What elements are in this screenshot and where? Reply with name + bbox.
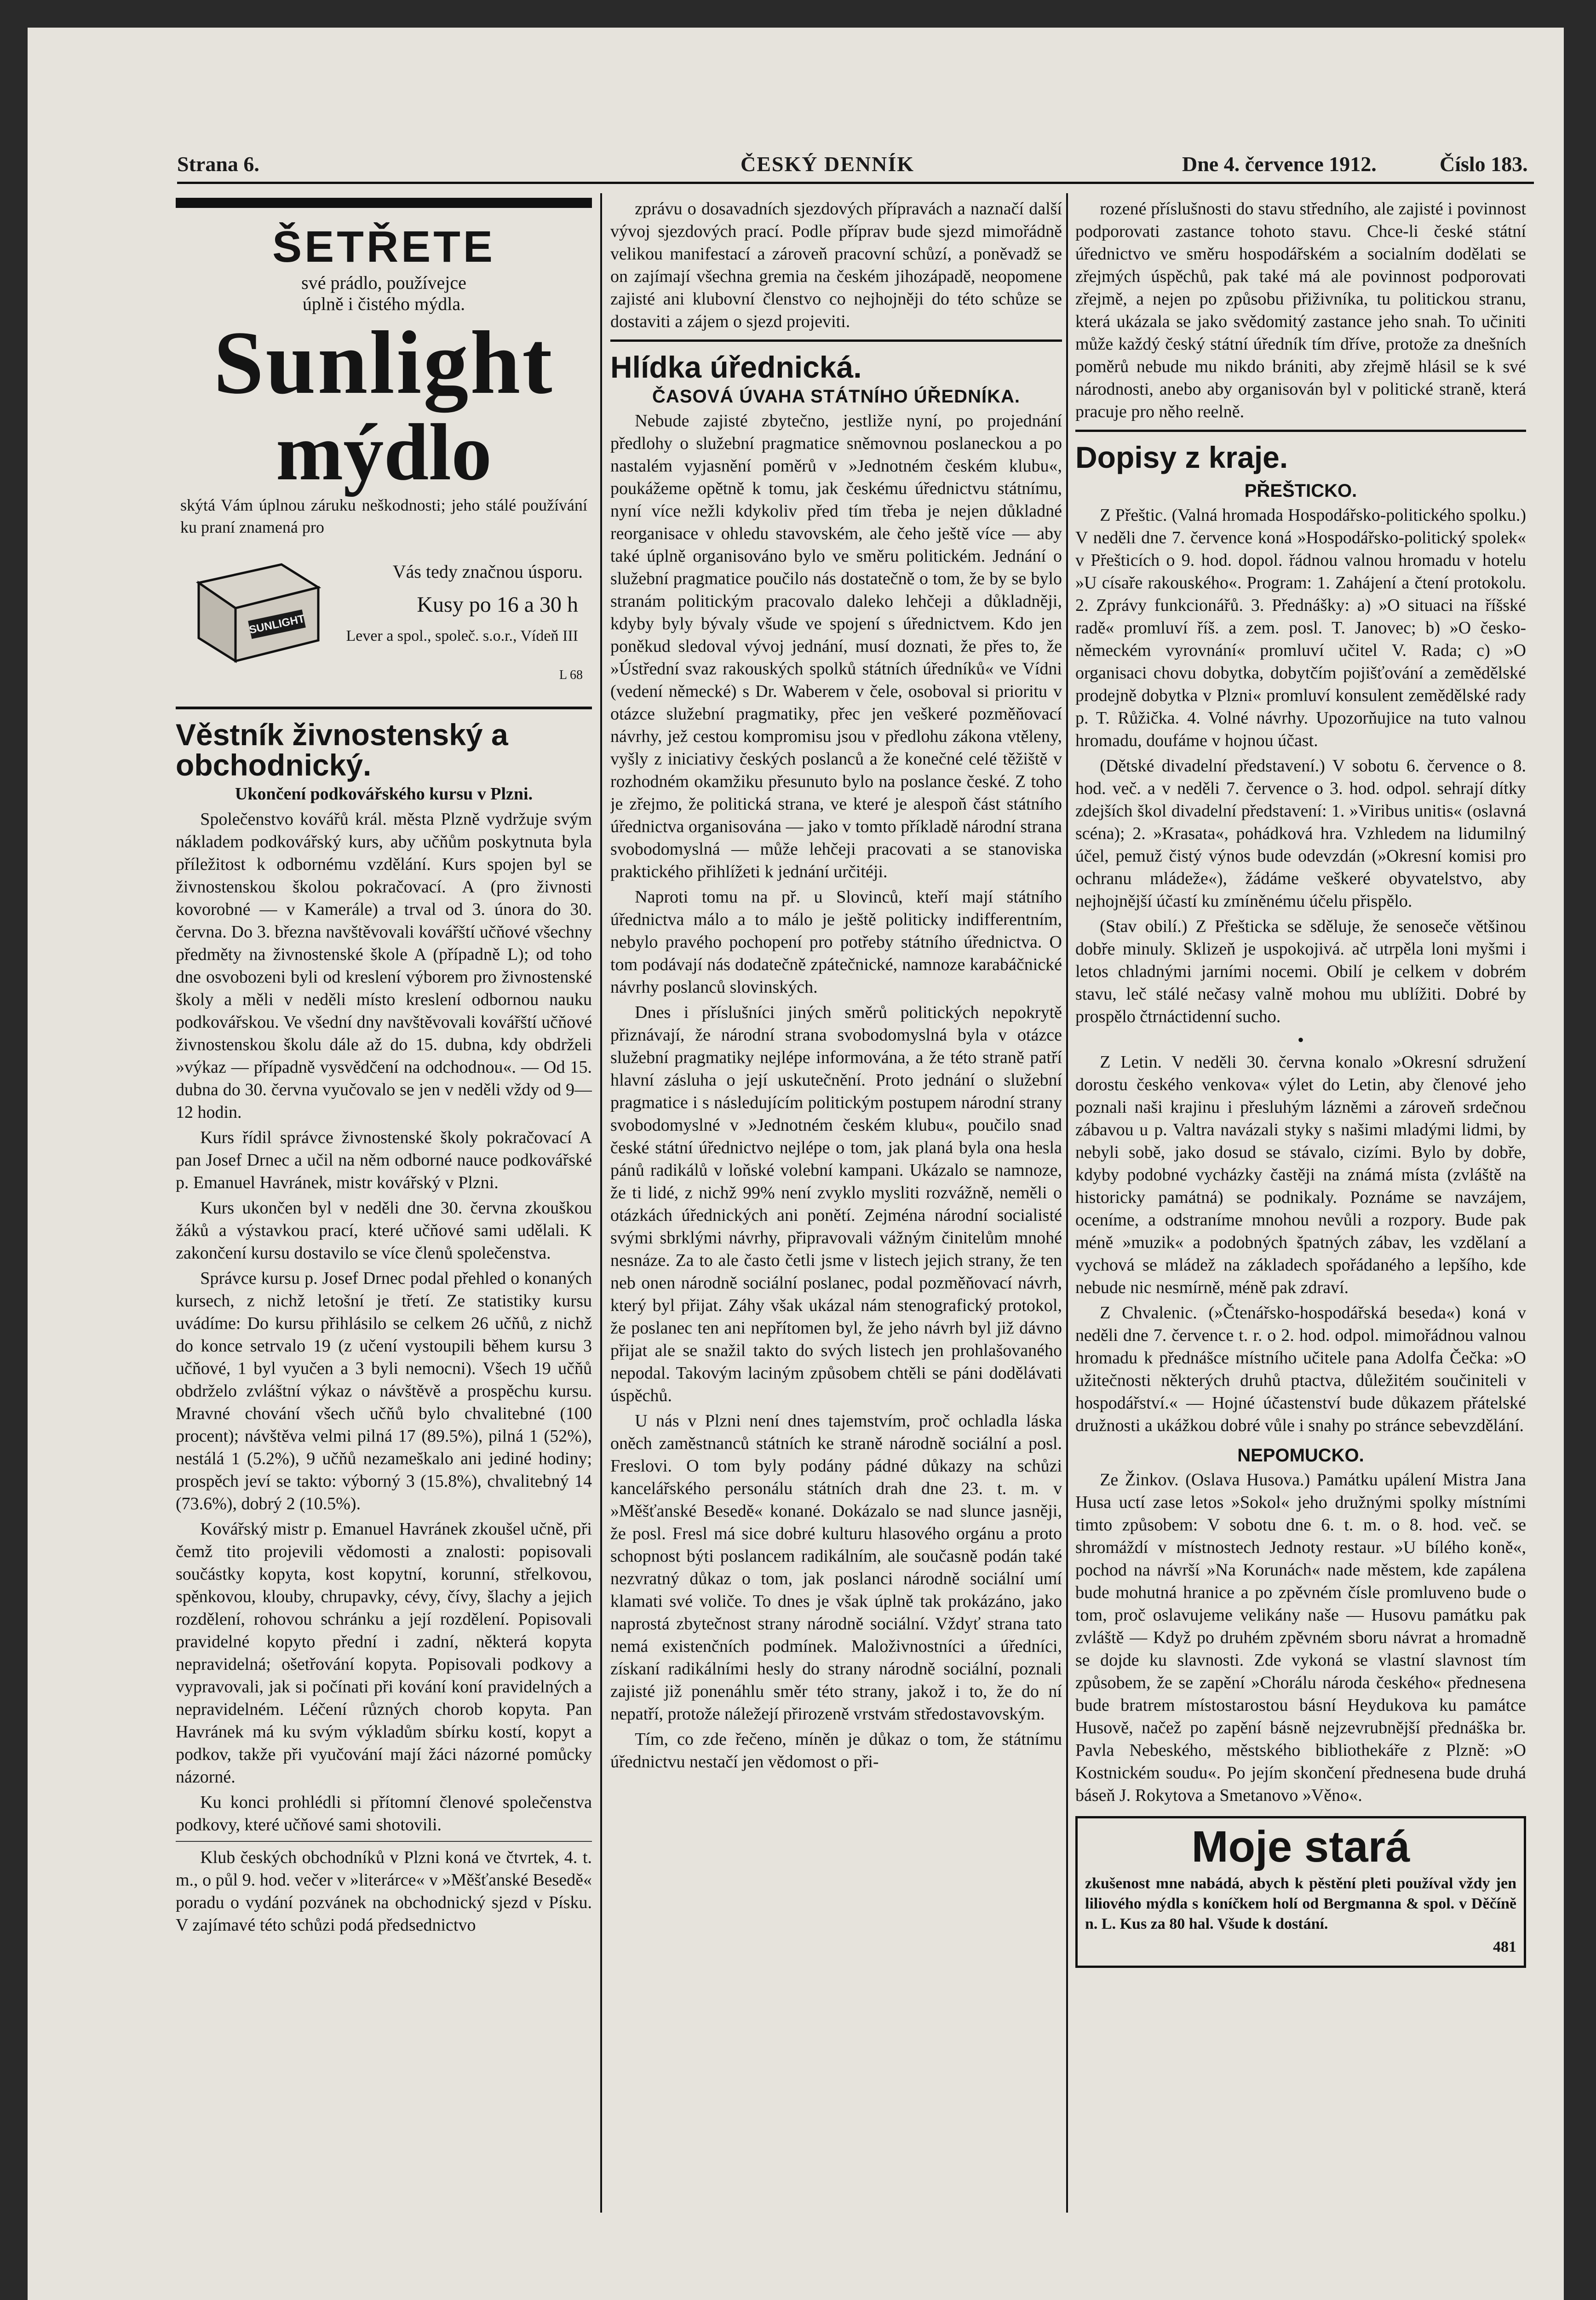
section-rule (610, 339, 1062, 342)
section-heading: Dopisy z kraje. (1075, 440, 1288, 474)
paragraph: Ku konci prohlédli si přítomní členové společenstva podkovy, které učňové sami shotovili. (176, 1793, 592, 1834)
paragraph: Kurs ukončen byl v neděli dne 30. června zkouškou žáků a výstavkou prací, které učňové sami udělali. K zakončení kursu dostavilo se více členů společenstva. (176, 1198, 592, 1263)
paragraph: (Stav obilí.) Z Přešticka se sděluje, že senoseče většinou dobře minuly. Sklizeň je uspokojivá. ač utrpěla loni myšmi i letos chladnými jarními nocemi. Obilí je celkem v dobrém stavu, leč stálé nečasy valně mohou mu ublížiti. Dobré by prospělo čtrnáctidenní sucho. (1075, 917, 1526, 1026)
ad-subline-1: své prádlo, používejce (301, 272, 466, 293)
paragraph: Klub českých obchodníků v Plzni koná ve čtvrtek, 4. t. m., o půl 9. hod. večer v »literárce« v »Měšťanské Besedě« poradu o vydání pozvánek na obchodnický sjezd v Písku. V zajímavé této schůzi podá předsednictvo (176, 1848, 592, 1935)
paragraph: Tím, co zde řečeno, míněn je důkaz o tom, že státnímu úřednictvu nestačí jen vědomost o při- (610, 1730, 1062, 1771)
paragraph: Nebude zajisté zbytečno, jestliže nyní, po projednání předlohy o služební pragmatice sněmovnou poslaneckou a po nastalém vyjasnění poměrů v »Jednotném českém klubu«, poukážeme opětně k tomu, jak českému úřednictvu státnímu, nyní více nežli kdykoliv před tím třeba je nejen důkladné reorganisace v ohledu stavovském, ale čeho ještě více — aby také úplně organisováno bylo ve směru politickém. Jednání o služební pragmatice poučilo nás dostatečně o tom, že by se bylo stranám politickým pracovalo daleko lehčeji a důkladněji, kdyby byly bývaly všude ve spojení s úřednictvem. Kdo jen poněkud sledoval vývoj jednání, musí doznati, že přes to, že »Ústřední svaz rakouských spolků státních úředníků« ve Vídni (vedení německé) s Dr. Waberem v čele, osoboval si prioritu v otázce služební pragmatiky, přec jen veškeré pozměňovací návrhy, jež cestou kompromisu jsou v předlohu zákona vtěleny, vyšly z iniciativy českých poslanců a že konečné celé těžiště v rozhodném okamžiku přesunuto bylo na poslance české. Z toho je zřejmo, že politická strana, ve které je alespoň část státního úřednictva organisována — jako v tomto příkladě národní strana svobodomyslná — může lehčeji pracovati a se stanoviska praktického přihlížeti k jednání určitéji. (610, 411, 1062, 881)
separator-dot: • (1297, 1029, 1304, 1050)
paragraph: U nás v Plzni není dnes tajemstvím, proč ochladla láska oněch zaměstnanců státních ke straně národně sociální a posl. Freslovi. O tom byly podány pádné důkazy na schůzi kancelářského personálu státních drah dne 23. t. m. v »Měšťanské Besedě« konané. Dokázalo se nad slunce jasněji, že posl. Fresl má sice dobré kulturu hlasového orgánu a proto schopnost býti poslancem radikálním, ale současně podán také nezvratný důkaz o tom, jak poslanci národně sociální umí klamati své voliče. To dnes je však úplně tak prokázáno, jako naprostá zbytečnost strany národně sociální. Vždyť strana tato nemá existenčních podmínek. Maloživnostníci a úředníci, získaní radikálními hesly do strany národně sociální, poznali zajisté již ponenáhlu směr této strany, jakož i to, že do ní nepatří, protože náležejí přirozeně vrstvám středostavovským. (610, 1411, 1062, 1724)
column-rule (600, 193, 602, 2213)
region-heading: PŘEŠTICKO. (1244, 481, 1357, 501)
issue-number: Číslo 183. (1440, 152, 1528, 176)
article-title: ČASOVÁ ÚVAHA STÁTNÍHO ÚŘEDNÍKA. (652, 386, 1020, 407)
issue-date: Dne 4. července 1912. (1182, 152, 1377, 176)
paragraph: Kurs řídil správce živnostenské školy pokračovací A pan Josef Drnec a učil na něm odborné nauce podkovářské p. Emanuel Havránek, mistr kovářský v Plzni. (176, 1128, 592, 1192)
section-heading: Hlídka úřednická. (610, 350, 862, 384)
column-1 (176, 198, 592, 2222)
paragraph: Správce kursu p. Josef Drnec podal přehled o konaných kursech, z nichž letošní je třetí. Ze statistiky kursu uvádíme: Do kursu přihlásilo se celkem 26 učňů, z nichž do konce setrvalo 19 (z učení vystoupili během kursu 3 učňové, 1 byl vyučen a 3 byli nemocni). Všech 19 učňů obdrželo zvláštní výkaz o návštěvě a prospěchu kursu. Mravné chování všech učňů bylo chvalitebné (100 procent); návštěva velmi pilná 17 (89.5%), pilná 1 (52%), nestálá 1 (5.2%), 9 učňů nezameškalo ani jediné hodiny; prospěch jeví se takto: výborný 3 (15.8%), chvalitebný 14 (73.6%), dobrý 2 (10.5%). (176, 1269, 592, 1513)
ad-saving: Vás tedy značnou úsporu. (392, 561, 583, 582)
column-2 (610, 198, 1062, 2222)
paragraph: Z Letin. V neděli 30. června konalo »Okresní sdružení dorostu českého venkova« výlet do Letin, aby členové jeho poznali naši krajinu i přesluhým lázněmi a zároveň srdečnou zábavou u p. Valtra navázali styky s našimi mladými lidmi, by nebyli sobě, jako dosud se stávalo, cizími. Bylo by dobře, kdyby podobné vycházky častěji na známá místa (zvláště na historicky památná) se podnikaly. Poznáme se navzájem, oceníme, a odstraníme mnohou nevůli a rozpory. Bude pak méně »muzik« a podobných špatných zábav, les vzdělaní a vychová se mládež na základech spořádaného a lepšího, kde nebude nic nesmírně, méně pak zdraví. (1075, 1052, 1526, 1297)
column-3-text (1075, 198, 1526, 1807)
ad-code: 481 (1493, 1938, 1516, 1955)
ad-subline (180, 272, 587, 315)
newspaper-title: ČESKÝ DENNÍK (741, 152, 915, 176)
column-2-text (610, 198, 1062, 1773)
paragraph: Naproti tomu na př. u Slovinců, kteří mají státního úřednictva málo a to málo je ještě politicky indifferentním, nebylo pravého pochopení pro potřeby státního úřednictva. O tom podávají nás dodatečně zpátečnické, namnoze karabáčnické návrhy poslanců slovinských. (610, 887, 1062, 997)
article-title: Ukončení podkovářského kursu v Plzni. (235, 784, 533, 804)
sunlight-advertisement (176, 198, 592, 709)
column-3 (1075, 198, 1526, 2222)
header-rule (177, 182, 1534, 184)
ad-price: Kusy po 16 a 30 h (417, 592, 578, 617)
paragraph: zprávu o dosavadních sjezdových přípravách a naznačí další vývoj sjezdových prací. Podle příprav bude sjezd mimořádně velikou manifestací a zároveň pracovní schůzí, a poněvadž se on zajímají všechna gremia na českém jihozápadě, neopomene zajisté ani klubovní členstvo co nejhojněji do této schůze se dostaviti a zájem o sjezd projeviti. (610, 199, 1062, 331)
paragraph: Kovářský mistr p. Emanuel Havránek zkoušel učně, při čemž tito projevili vědomosti a znalosti: popisovali součástky kopyta, kost kopytní, korunní, střelkovou, spěnkovou, klouby, chrupavky, cévy, čívy, šlachy a jejich rozdělení, rohovou schránku a její rozdělení. Popisovali pravidelné kopyto přední i zadní, některá kopyta nepravidelná; ošetřování kopyta. Popisovali podkovy a vypravovali, jak si počínati při kování koní pravidelných a nepravidelném. Léčení různých chorob kopyta. Pan Havránek má ku svým výkladům sbírku kostí, kopyt a podkov, takže při vyučování mají žáci názorné pomůcky názorné. (176, 1519, 592, 1787)
paragraph: Dnes i příslušníci jiných směrů politických nepokrytě přiznávají, že národní strana svobodomyslná byla v otázce služební pragmatiky nejlépe informována, a že této straně patří hlavní zásluha o její uskutečnění. Proto jednání o služební pragmatice i s následujícím politickým postupem národní strany svobodomyslné v »Jednotném českém klubu«, poučilo snad české státní úřednictvo nejlépe o tom, jak planá byla ona hesla pánů radikálů v loňské volební kampani. Ukázalo se namnoze, že ti lidé, z nichž 99% není zvyklo mysliti rozvážně, neměli o otázkách úřednických ani ponětí. Zejména národní socialisté svými sbrklými návrhy, připravovali vážným činitelům mnohé nesnáze. Za to ale často četli jsme v listech jejich strany, že ten neb onen národně sociální poslanec, podal pozměňovací návrh, který byl přijat. Záhy však ukázal nám stenografický protokol, že poslanec ten ani nepřítomen byl, že jeho návrh byl již dávno přijat ale se snažil takto do svých listech jen prohlašovaného nepodal. Takovým laciným způsobem chtěli se páni dodělávati úspěchů. (610, 1003, 1062, 1405)
ad-product: mýdlo (276, 408, 492, 497)
paragraph: rozené příslušnosti do stavu středního, ale zajisté i povinnost podporovati zastance tohoto stavu. Chce-li české státní úřednictvo ve směru hospodářském a socialním dodělati se zřejmých úspěchů, pak také má ale povinnost podporovati zřejmě, a nejen po způsobu přiživníka, tu politickou stranu, která ukázala se jako svědomitý zastance jeho snah. To učiniti může každý český státní úředník tím dříve, protože za dnešních poměrů nebude mu nikdo brániti, aby zřejmě hlásil se k své národnosti, anebo aby organisován byl v politické straně, která pracuje pro něho reelně. (1075, 199, 1526, 421)
soap-box-label: SUNLIGHT (248, 612, 306, 637)
ad-headline: ŠETŘETE (272, 222, 495, 271)
paragraph: Z Přeštic. (Valná hromada Hospodářsko-politického spolku.) V neděli dne 7. července koná »Hospodářsko-politický spolek« v Přešticích o 9. hod. dopol. řádnou valnou hromadu v hotelu »U císaře rakouského«. Program: 1. Zahájení a čtení protokolu. 2. Zprávy funkcionářů. 3. Přednášky: a) »O situaci na říšské radě« promluví říš. a zem. posl. T. Janovec; b) »O česko-německém vyrovnání« promluví učitel V. Rada; c) »O organisaci chovu dobytka, dobytčím pojišťování a zemědělské prodejně dobytka v Plzni« promluví konsulent zemědělské rady p. T. Růžička. 4. Volné návrhy. Upozorňujice na tuto valnou hromadu, doufáme v hojnou účast. (1075, 506, 1526, 750)
paragraph: (Dětské divadelní představení.) V sobotu 6. července o 8. hod. več. a v neděli 7. července o 3. hod. odpol. sehrají dítky zdejších škol divadelní představení: 1. »Viribus unitis« (oslavná scéna); 2. »Krasata«, pohádková hra. Vzhledem na lidumilný účel, pemuž čistý výnos bude odevzdán (»Okresní komisi pro ochranu mládeže«), žádáme veškeré obyvatelstvo, aby nejhojnější účastí ku zmíněnému účelu přispělo. (1075, 756, 1526, 911)
ad-title: Moje stará (1191, 1822, 1410, 1871)
moje-stara-advertisement (1075, 1816, 1526, 1968)
ad-text: zkušenost mne nabádá, abych k pěstění pleti používal vždy jen liliového mýdla s koníčkem holí od Bergmanna & spol. v Děčíně n. L. Kus za 80 hal. Všude k dostání. (1085, 1875, 1516, 1932)
column-rule (1066, 193, 1068, 2213)
section-rule (176, 1841, 592, 1842)
soap-box-icon (189, 546, 327, 666)
column-1-text (176, 719, 592, 1937)
paragraph: Společenstvo kovářů král. města Plzně vydržuje svým nákladem podkovářský kurs, aby učňům poskytnuta byla příležitost k odbornému vzdělání. Kurs spojen byl se živnostenskou školou pokračovací. A (pro živnosti kovorobné — v Kamerále) a trval od 3. února do 30. června. Do 3. března navštěvovali kovářští učňové všechny předměty na živnostenské škole A (případně L); od toho dne osvobozeni byli od kreslení výborem pro živnostenské školy a měli v neděli místo kreslení odbornou nauku podkovářskou. Ve všední dny navštěvovali kovářští učňové živnostenskou školu dále až do 15. dubna, kdy obdrželi »výkaz — případně vysvědčení na odchodnou«. — Od 15. dubna do 30. června vyučovalo se jen v neděli vždy od 9—12 hodin. (176, 810, 592, 1122)
page-number: Strana 6. (177, 152, 259, 176)
section-heading: Věstník živnostenský a obchodnický. (176, 718, 508, 782)
section-rule (1075, 430, 1526, 432)
ad-company: Lever a spol., společ. s.o.r., Vídeň III (346, 627, 578, 644)
ad-subline-2: úplně i čistého mýdla. (302, 293, 465, 314)
paragraph: Ze Žinkov. (Oslava Husova.) Památku upálení Mistra Jana Husa uctí zase letos »Sokol« jeho družnými spolky místními timto způsobem: V sobotu dne 6. t. m. o 8. hod. več. se shromáždí v místnostech Jednoty restaur. »U bílého koně«, pochod na návrší »Na Korunách« nade městem, kde zapálena bude mohutná hranice a po zpěvném čísle promluveno bude o tom, proč oslavujeme velikány naše — Husovu památku pak zvláště — Když po druhém zpěvném sboru návrat a hromadně se dojde ku slavnosti. Zde vykoná se vlastní slavnost tím způsobem, že se zapění »Chorálu národa českého« přednesena bude bratrem místostarostou básní Heydukova ku památce Husově, načež po zapění básně nejzevrubnější přednáška br. Pavla Nebeského, městského bibliothekáře z Plzně: »O Kostnickém soudu«. Po jejím skončení přednesena bude druhá báseň J. Rokytova a Smetanovo »Věno«. (1075, 1470, 1526, 1805)
ad-code: L 68 (559, 668, 583, 682)
ad-brand: Sunlight (213, 313, 554, 413)
paragraph: Z Chvalenic. (»Čtenářsko-hospodářská beseda«) koná v neděli dne 7. července t. r. o 2. hod. odpol. mimořádnou valnou hromadu k přednášce místního učitele pana Adolfa Čečka: »O užitečnosti některých druhů ptactva, důležitém součiniteli v hospodářství.« — Hojné účastenství bude důkazem přátelské družnosti a ukážkou dobré vůle i snahy po stránce sebevzdělání. (1075, 1303, 1526, 1435)
region-heading: NEPOMUCKO. (1237, 1445, 1364, 1466)
ad-body: skýtá Vám úplnou záruku neškodnosti; jeho stálé používání ku praní znamená pro (180, 496, 587, 536)
